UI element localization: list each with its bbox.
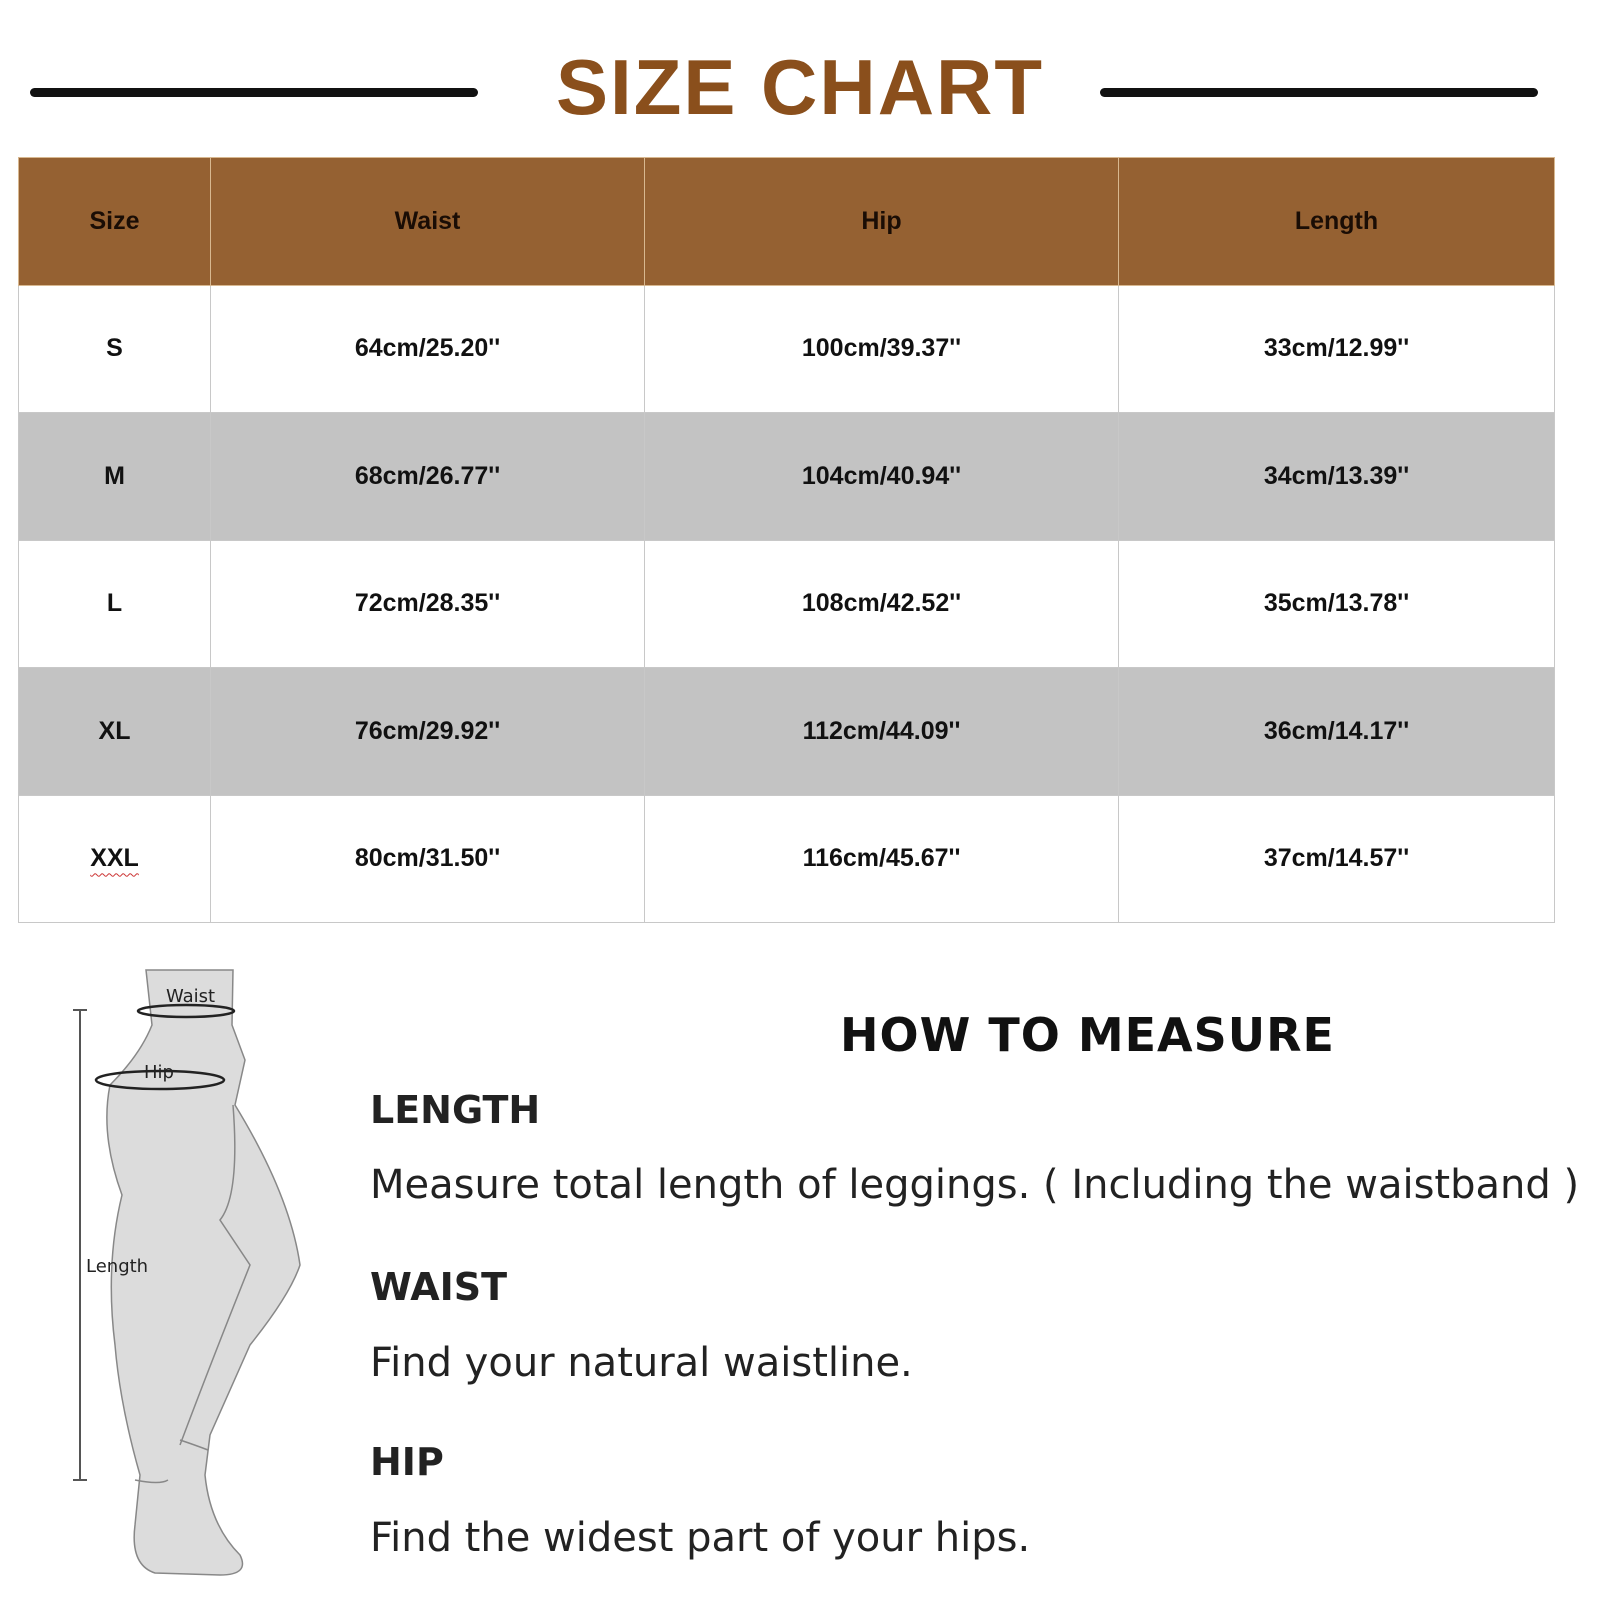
cell-hip: 108cm/42.52'' xyxy=(645,540,1119,668)
table-row xyxy=(19,540,1555,668)
header-waist: Waist xyxy=(211,158,645,286)
cell-size: S xyxy=(19,285,211,413)
hip-heading: HIP xyxy=(370,1440,444,1484)
waist-heading: WAIST xyxy=(370,1265,508,1309)
leggings-measurement-figure xyxy=(60,965,320,1595)
cell-waist: 64cm/25.20'' xyxy=(211,285,645,413)
cell-length: 36cm/14.17'' xyxy=(1119,668,1555,796)
cell-hip: 116cm/45.67'' xyxy=(645,795,1119,923)
cell-size: M xyxy=(19,413,211,541)
cell-size: XL xyxy=(19,668,211,796)
table-header xyxy=(19,158,1555,286)
page-title: SIZE CHART xyxy=(556,43,1044,131)
cell-length: 35cm/13.78'' xyxy=(1119,540,1555,668)
header-hip: Hip xyxy=(645,158,1119,286)
table-row xyxy=(19,413,1555,541)
cell-waist: 72cm/28.35'' xyxy=(211,540,645,668)
cell-hip: 112cm/44.09'' xyxy=(645,668,1119,796)
cell-size: L xyxy=(19,540,211,668)
how-to-measure-title: HOW TO MEASURE xyxy=(840,1008,1335,1062)
cell-hip: 104cm/40.94'' xyxy=(645,413,1119,541)
cell-waist: 76cm/29.92'' xyxy=(211,668,645,796)
length-heading: LENGTH xyxy=(370,1088,541,1132)
length-text: Measure total length of leggings. ( Including the waistband ) xyxy=(370,1162,1580,1208)
cell-length: 34cm/13.39'' xyxy=(1119,413,1555,541)
table-row xyxy=(19,795,1555,923)
hip-text: Find the widest part of your hips. xyxy=(370,1515,1031,1561)
size-table xyxy=(18,157,1555,923)
header-size: Size xyxy=(19,158,211,286)
cell-waist: 68cm/26.77'' xyxy=(211,413,645,541)
cell-hip: 100cm/39.37'' xyxy=(645,285,1119,413)
cell-size: XXL xyxy=(19,795,211,923)
table-row xyxy=(19,668,1555,796)
waist-label: Waist xyxy=(166,986,216,1007)
length-label: Length xyxy=(86,1256,149,1277)
table-row xyxy=(19,285,1555,413)
cell-length: 33cm/12.99'' xyxy=(1119,285,1555,413)
cell-waist: 80cm/31.50'' xyxy=(211,795,645,923)
hip-label: Hip xyxy=(144,1062,174,1083)
cell-length: 37cm/14.57'' xyxy=(1119,795,1555,923)
header-length: Length xyxy=(1119,158,1555,286)
waist-text: Find your natural waistline. xyxy=(370,1340,913,1386)
